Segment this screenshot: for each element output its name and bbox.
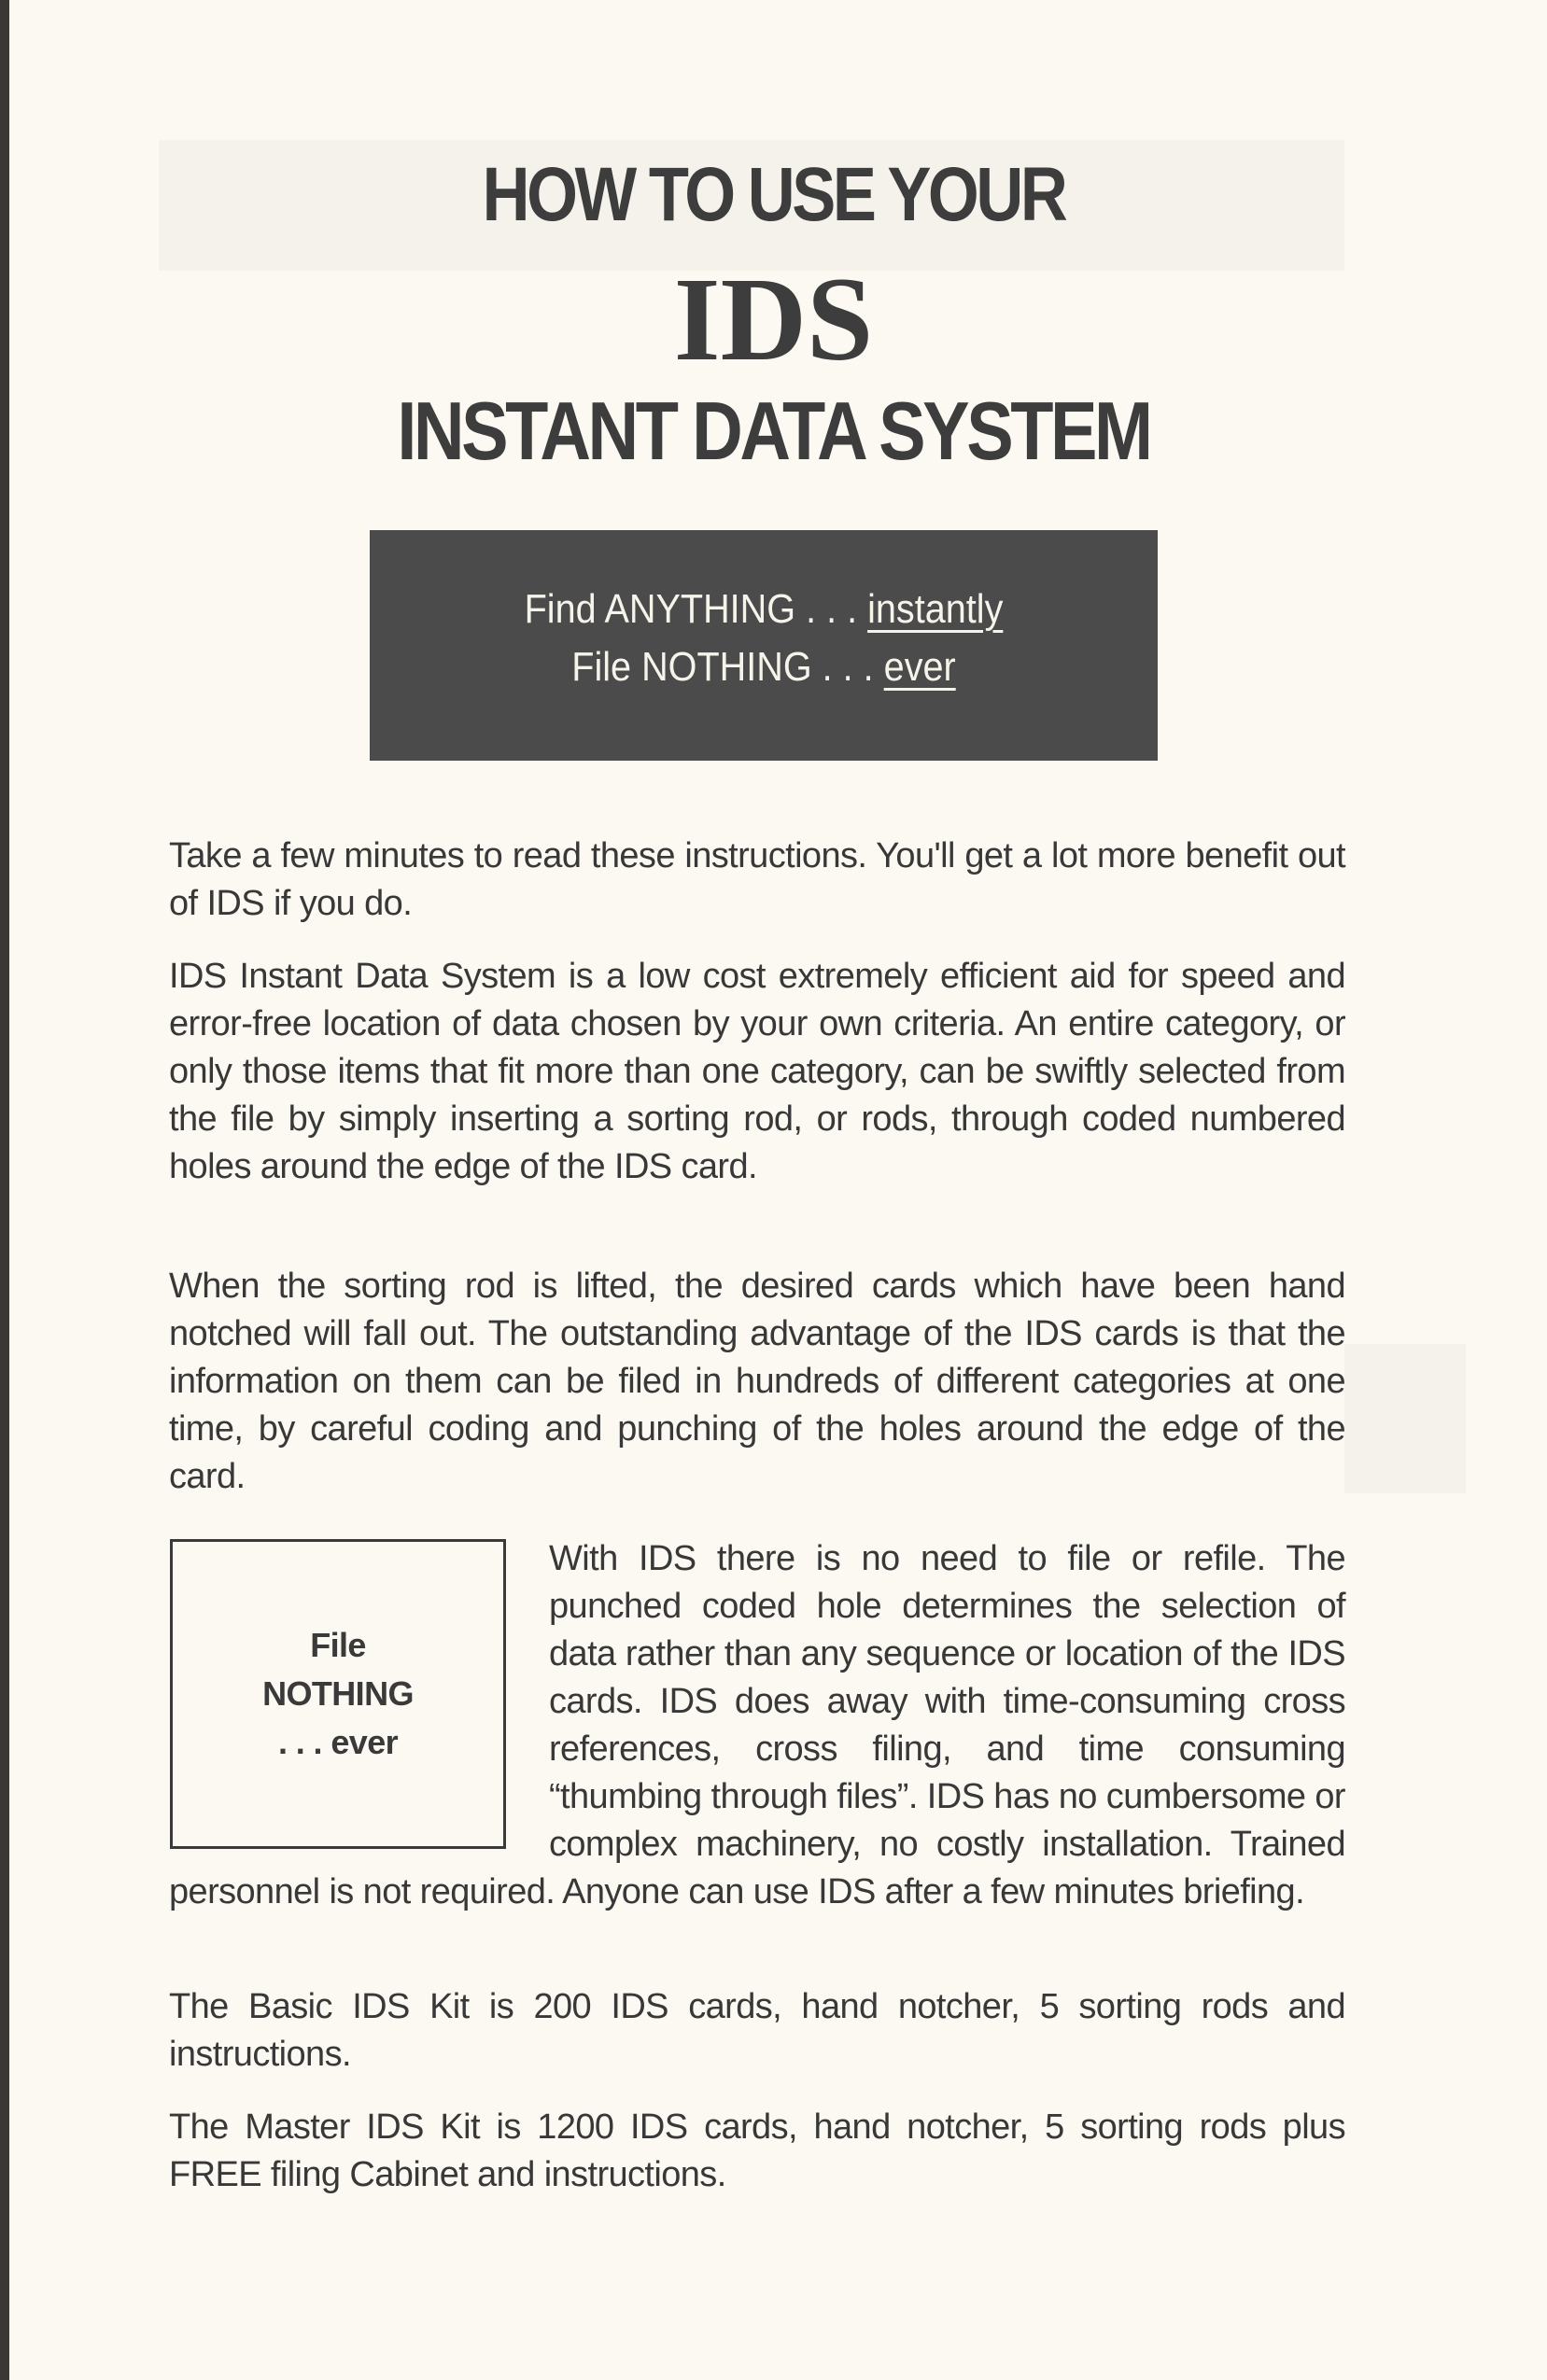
- paragraph-sorting: [169, 1263, 1345, 1501]
- callout-file: File: [310, 1626, 366, 1664]
- tagline-find-anything: [409, 586, 1118, 633]
- title-how-to-use: HOW TO USE YOUR: [482, 152, 1065, 237]
- paragraph-basic-kit: [169, 1983, 1345, 2079]
- file-nothing-callout-box: [170, 1539, 506, 1849]
- tagline-file-text: File NOTHING . . .: [571, 644, 884, 690]
- paragraph-description-text: IDS Instant Data System is a low cost extremely efficient aid for speed and error-free location of data chosen by your own criteria. An entire category, or only those items that fit more than one category, can be swiftly selected from the file by simply inserting a sorting rod, or rods, through coded numbered holes around the edge of the IDS card.: [169, 957, 1345, 1186]
- callout-nothing: NOTHING: [262, 1674, 414, 1713]
- tagline-instantly: instantly: [867, 586, 1004, 632]
- callout-ever: . . . ever: [277, 1723, 399, 1761]
- paragraph-basic-kit-text: The Basic IDS Kit is 200 IDS cards, hand notcher, 5 sorting rods and instructions.: [169, 1987, 1345, 2074]
- tagline-ever: ever: [883, 644, 956, 690]
- paragraph-no-filing-text: With IDS there is no need to file or refile. The punched coded hole determines the selection of data rather than any sequence or location of the IDS cards. IDS does away with time-consuming cross references, cross filing, and time consuming “thumbing through files”. IDS has no cumbersome or complex machinery, no costly installation. Trained personnel is not required. Anyone can use IDS after a few minutes briefing.: [169, 1539, 1345, 1911]
- paragraph-intro-text: Take a few minutes to read these instructions. You'll get a lot more benefit out of IDS if you do.: [169, 836, 1345, 923]
- bleed-through-shading: [1344, 1344, 1466, 1493]
- tagline-file-nothing: [409, 644, 1118, 691]
- title-instant-data-system: INSTANT DATA SYSTEM: [397, 385, 1150, 477]
- tagline-find-text: Find ANYTHING . . .: [524, 586, 868, 632]
- paragraph-sorting-text: When the sorting rod is lifted, the desired cards which have been hand notched will fall out. The outstanding advantage of the IDS cards is that the information on them can be filed in hundreds of different categories at one time, by careful coding and punching of the holes around the edge of the card.: [169, 1267, 1345, 1496]
- title-ids: IDS: [673, 253, 874, 385]
- tagline-banner: [370, 530, 1158, 761]
- paragraph-description: [169, 953, 1345, 1191]
- paragraph-master-kit: [169, 2104, 1345, 2199]
- paragraph-no-filing-section: [169, 1535, 1345, 1916]
- paragraph-intro: [169, 833, 1345, 928]
- paragraph-master-kit-text: The Master IDS Kit is 1200 IDS cards, hand notcher, 5 sorting rods plus FREE filing Cabinet and instructions.: [169, 2107, 1345, 2194]
